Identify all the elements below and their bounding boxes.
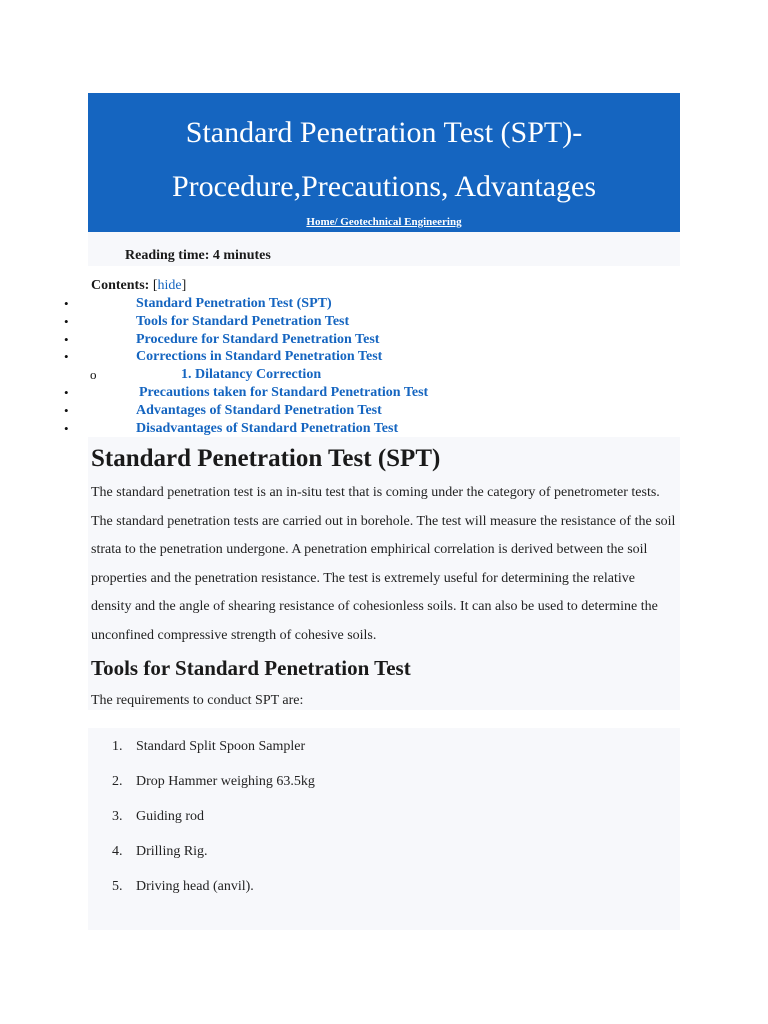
toc-item xyxy=(0,384,768,402)
toc-link-disadvantages[interactable]: Disadvantages of Standard Penetration Test xyxy=(136,420,399,436)
contents-bracket-close: ] xyxy=(181,278,187,293)
list-text: Drilling Rig. xyxy=(136,844,208,859)
breadcrumb[interactable]: Home/ Geotechnical Engineering xyxy=(306,216,462,228)
reading-time: Reading time: 4 minutes xyxy=(125,248,271,263)
list-number: 2. xyxy=(112,774,123,789)
list-number: 4. xyxy=(112,844,123,859)
requirements-list xyxy=(0,737,768,912)
list-number: 1. xyxy=(112,739,123,754)
toc-link-spt[interactable]: Standard Penetration Test (SPT) xyxy=(136,296,332,311)
page-title xyxy=(88,93,680,214)
page-title-line-2: Procedure,Precautions, Advantages xyxy=(171,170,597,203)
toc-bullet: • xyxy=(64,313,69,329)
list-item xyxy=(0,772,768,807)
toc-item xyxy=(0,402,768,420)
toc-item xyxy=(0,331,768,349)
list-number: 3. xyxy=(112,809,123,824)
list-item xyxy=(0,842,768,877)
toc-item xyxy=(0,420,768,438)
toc-bullet: • xyxy=(64,402,69,418)
toc-item xyxy=(0,313,768,331)
list-item xyxy=(0,737,768,772)
toc-bullet: • xyxy=(64,331,69,347)
contents-label xyxy=(91,278,186,294)
list-text: Standard Split Spoon Sampler xyxy=(136,739,306,754)
list-text: Drop Hammer weighing 63.5kg xyxy=(136,774,315,789)
toc-link-procedure[interactable]: Procedure for Standard Penetration Test xyxy=(136,331,380,347)
toc-item xyxy=(0,295,768,313)
list-item xyxy=(0,807,768,842)
toc-bullet: • xyxy=(64,349,69,365)
toc-item xyxy=(0,366,768,384)
list-text: Guiding rod xyxy=(136,809,205,824)
spt-paragraph: The standard penetration test is an in-situ test that is coming under the category of penetrometer tests. The standard penetration tests are carried out in borehole. The test will measure the resistance of the soil strata to the penetration undergone. A penetration emphirical correlation is derived between the soil properties and the penetration resistance. The test is extremely useful for determining the relative density and the angle of shearing resistance of cohesionless soils. It can also be used to determine the unconfined compressive strength of cohesive soils. xyxy=(91,485,676,643)
section-heading-tools: Tools for Standard Penetration Test xyxy=(91,656,411,680)
list-number: 5. xyxy=(112,879,123,894)
toc-link-corrections[interactable]: Corrections in Standard Penetration Test xyxy=(136,349,383,365)
list-text: Driving head (anvil). xyxy=(136,879,254,894)
contents-title: Contents: xyxy=(91,278,150,293)
toc-link-dilatancy[interactable]: 1. Dilatancy Correction xyxy=(181,367,322,383)
toc-bullet: • xyxy=(64,420,69,436)
section-heading-spt: Standard Penetration Test (SPT) xyxy=(91,445,441,472)
toc-item xyxy=(0,348,768,366)
hide-toc-link[interactable]: hide xyxy=(157,278,182,293)
toc-link-tools[interactable]: Tools for Standard Penetration Test xyxy=(136,313,350,329)
toc-link-advantages[interactable]: Advantages of Standard Penetration Test xyxy=(136,402,382,418)
toc-bullet: • xyxy=(64,384,69,400)
toc-bullet: • xyxy=(64,296,69,311)
toc-sub-bullet: o xyxy=(90,367,97,383)
article-header xyxy=(88,93,680,232)
contents-bracket-open: [ xyxy=(152,278,158,293)
requirements-intro: The requirements to conduct SPT are: xyxy=(91,693,304,708)
toc-link-precautions[interactable]: Precautions taken for Standard Penetration Test xyxy=(139,384,429,400)
list-item xyxy=(0,877,768,912)
table-of-contents xyxy=(0,295,768,437)
page-title-line-1: Standard Penetration Test (SPT)- xyxy=(185,116,583,149)
